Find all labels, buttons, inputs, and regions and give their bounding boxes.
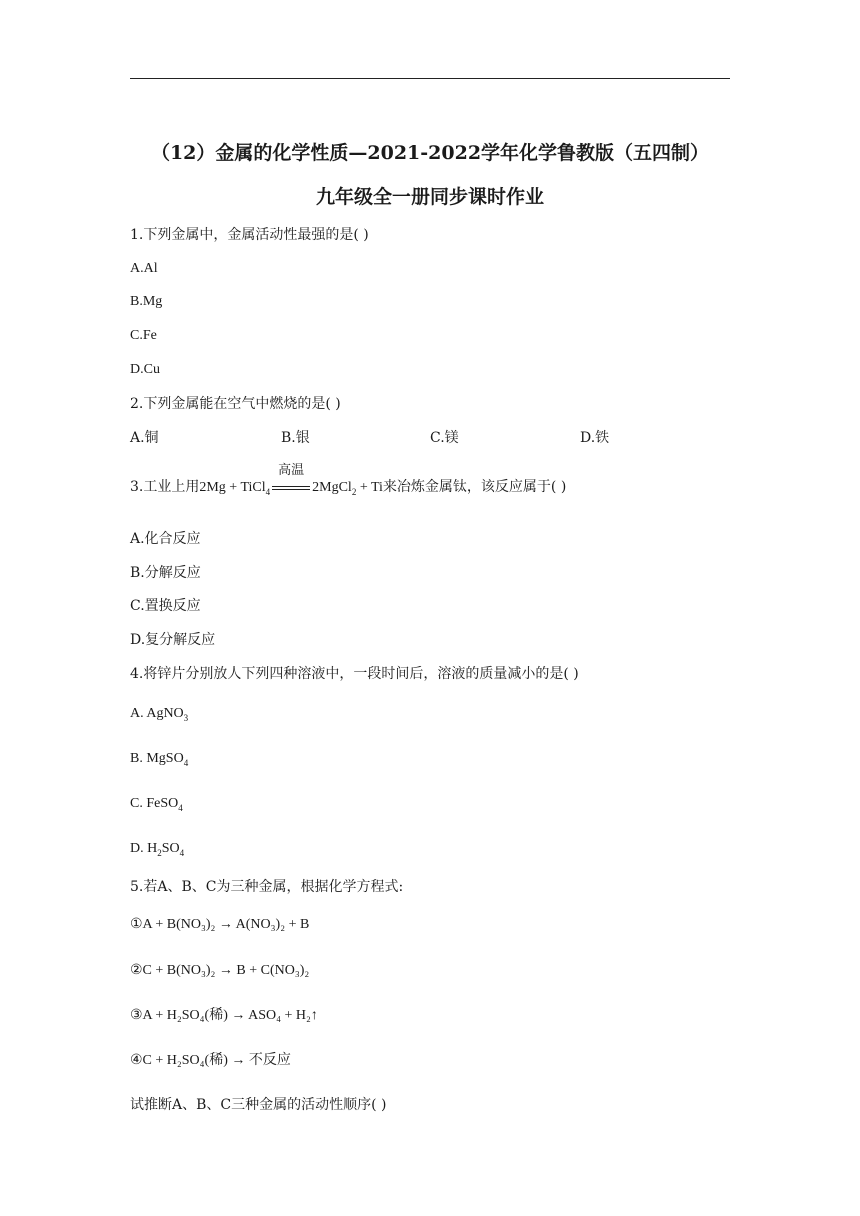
question-3-stem [130, 463, 567, 497]
question-5-stem: 5.若A、B、C为三种金属，根据化学方程式: [130, 879, 404, 895]
question-2-option-d[interactable]: D.铁 [580, 430, 610, 446]
equation-2: ②C + B(NO₃)₂ → B + C(NO₃)₂ [130, 963, 310, 978]
question-2-option-c[interactable]: C.镁 [430, 430, 459, 446]
question-4-option-c[interactable]: C. FeSO$_4$ [130, 796, 183, 813]
question-3-option-a[interactable]: A.化合反应 [130, 531, 201, 547]
question-1-option-b[interactable]: B.Mg [130, 294, 163, 309]
question-3-option-d[interactable]: D.复分解反应 [130, 632, 216, 648]
question-4-stem: 4.将锌片分别放人下列四种溶液中，一段时间后，溶液的质量减小的是( ) [130, 666, 579, 682]
reaction-condition: 高温 [270, 478, 312, 496]
page-title-line2: 九年级全一册同步课时作业 [315, 186, 544, 208]
equation-1: ①A + B(NO₃)₂ → A(NO₃)₂ + B [130, 917, 310, 932]
question-4-option-b[interactable]: B. MgSO$_4$ [130, 751, 189, 768]
equation-3: ③A + H₂SO₄(稀) → ASO₄ + H₂↑ [130, 1008, 318, 1023]
question-3-suffix: 来冶炼金属钛，该反应属于( ) [382, 479, 567, 495]
equation-lhs: 2Mg + TiCl$_4$ [199, 480, 271, 497]
question-1-stem: 1.下列金属中，金属活动性最强的是( ) [130, 227, 369, 243]
question-3-option-c[interactable]: C.置换反应 [130, 598, 201, 614]
question-3-option-b[interactable]: B.分解反应 [130, 565, 201, 581]
question-5-ask: 试推断A、B、C三种金属的活动性顺序( ) [130, 1097, 387, 1113]
equation-4: ④C + H₂SO₄(稀) → 不反应 [130, 1053, 291, 1068]
page-title-line1: （12）金属的化学性质—2021-2022学年化学鲁教版（五四制） [150, 142, 710, 164]
question-1-option-c[interactable]: C.Fe [130, 328, 157, 343]
question-2-stem: 2.下列金属能在空气中燃烧的是( ) [130, 396, 341, 412]
header-rule [130, 78, 730, 79]
equation-rhs: 2MgCl$_2$ + Ti [312, 480, 383, 497]
question-4-option-d[interactable]: D. $H_2SO_4$ [130, 841, 185, 858]
question-1-option-d[interactable]: D.Cu [130, 362, 160, 377]
question-1-option-a[interactable]: A.Al [130, 261, 158, 276]
question-3-prefix: 3.工业上用 [130, 479, 200, 495]
question-2-option-a[interactable]: A.铜 [130, 430, 159, 446]
question-2-option-b[interactable]: B.银 [281, 430, 310, 446]
question-4-option-a[interactable]: A. AgNO$_3$ [130, 706, 189, 723]
